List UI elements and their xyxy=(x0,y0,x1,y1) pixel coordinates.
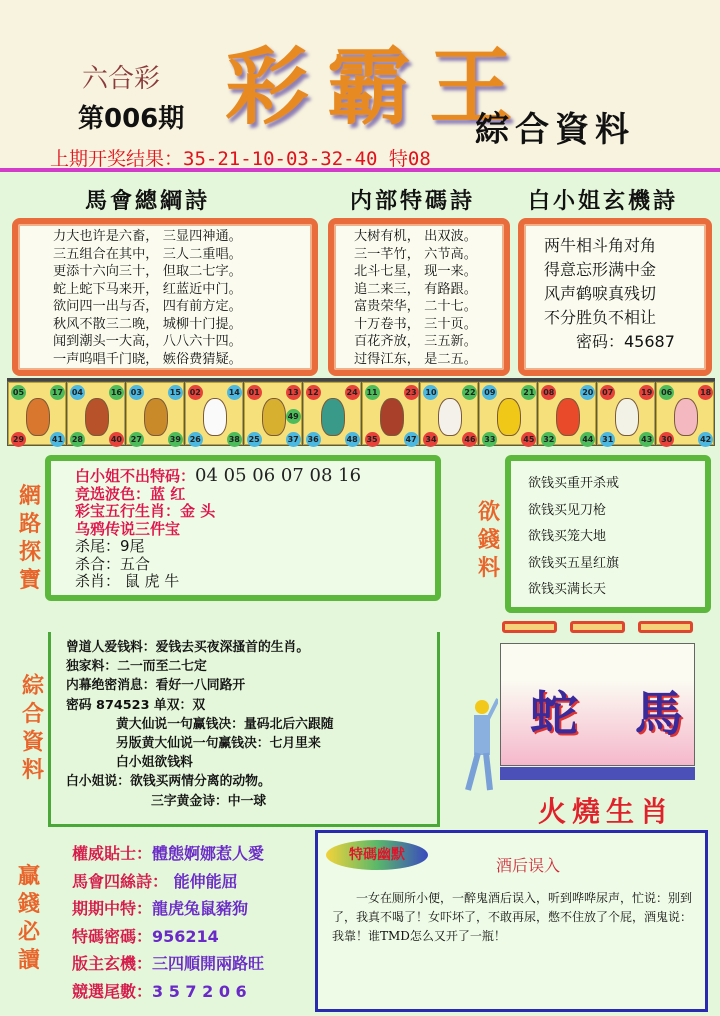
combo-line: 另版黄大仙说一句赢钱决：七月里来 xyxy=(116,736,321,752)
number-ball: 11 xyxy=(365,385,380,400)
number-ball: 44 xyxy=(580,432,595,447)
side-label: 欲錢料 xyxy=(477,499,500,581)
lamp-icon xyxy=(638,621,693,633)
logo-title: 彩霸王 xyxy=(225,37,532,136)
poem-line: 不分胜负不相让 xyxy=(544,308,657,327)
row-label: 權威貼士： xyxy=(72,844,153,863)
poem-line: 过得江东， 是二五。 xyxy=(354,351,477,367)
poem-line: 大树有机， 出双波。 xyxy=(354,229,477,244)
number-ball: 18 xyxy=(698,385,713,400)
label: 竞选波色： xyxy=(75,484,151,503)
number-ball: 14 xyxy=(227,385,242,400)
number-ball: 30 xyxy=(659,432,674,447)
poem-box-horse-club xyxy=(12,218,318,376)
side-label: 網路探寶 xyxy=(18,483,41,593)
must-read-row xyxy=(72,978,264,1006)
number-ball: 01 xyxy=(247,385,262,400)
humor-badge: 特碼幽默 xyxy=(326,840,428,870)
poem-line: 蛇上蛇下马来开， 红蓝近中门。 xyxy=(53,281,242,297)
combo-line: 内幕绝密消息：看好一八同路开 xyxy=(66,678,246,694)
number-ball: 08 xyxy=(541,385,556,400)
poem-box-miss-bai xyxy=(518,218,712,376)
number-ball: 35 xyxy=(365,432,380,447)
number-ball: 24 xyxy=(345,385,360,400)
goat-icon xyxy=(438,398,462,436)
side-label: 綜合資料 xyxy=(21,673,44,783)
must-read-row xyxy=(72,840,264,868)
dog-icon xyxy=(615,398,639,436)
money-item: 欲钱买笼大地 xyxy=(528,529,607,544)
label: 彩宝五行生肖： xyxy=(75,502,181,520)
number-ball: 22 xyxy=(462,385,477,400)
combo-line: 三字黄金诗：中一球 xyxy=(151,793,267,809)
money-box xyxy=(505,455,711,613)
number-ball: 07 xyxy=(600,385,615,400)
number-ball: 48 xyxy=(345,432,360,447)
number-ball: 33 xyxy=(482,432,497,447)
row-value: 能伸能屈 xyxy=(168,871,238,891)
kill-combo: 杀合：五合 xyxy=(75,554,151,573)
monkey-icon xyxy=(497,398,521,436)
poem-line: 富贵荣华， 二十七。 xyxy=(354,299,477,314)
zodiac-card xyxy=(185,382,243,445)
number-ball: 23 xyxy=(404,385,419,400)
poem-line: 欲问四一出与否， 四有前方定。 xyxy=(53,299,242,314)
tiger-icon xyxy=(144,398,168,436)
row-label: 期期中特： xyxy=(72,899,153,918)
number-ball: 40 xyxy=(109,432,124,447)
zodiac-card xyxy=(244,382,302,445)
value: 金 头 xyxy=(180,502,216,520)
humor-title: 酒后误入 xyxy=(496,856,561,875)
zodiac-card xyxy=(656,382,714,445)
poem-line: 北斗七星， 现一来。 xyxy=(354,264,477,279)
row-value: 3 5 7 2 0 6 xyxy=(152,981,247,1001)
zodiac-card xyxy=(597,382,655,445)
number-ball: 04 xyxy=(70,385,85,400)
row-value: 龍虎兔鼠豬狗 xyxy=(152,899,249,918)
must-read-row xyxy=(72,868,264,896)
poem-title: 内部特碼詩 xyxy=(350,188,476,214)
must-read-row xyxy=(72,923,264,951)
poem-line: 两牛相斗角对角 xyxy=(544,236,657,255)
row-label: 特碼密碼： xyxy=(72,926,153,946)
poem-line: 三一芊竹， 六节高。 xyxy=(354,246,477,262)
horse-icon xyxy=(380,398,404,436)
row-value: 956214 xyxy=(152,926,219,946)
row-label: 版主玄機： xyxy=(72,954,153,973)
combo-box xyxy=(48,632,440,827)
number-ball: 47 xyxy=(404,432,419,447)
poem-line: 密码：45687 xyxy=(544,332,675,351)
money-item: 欲钱买五星红旗 xyxy=(528,555,620,571)
number-ball: 15 xyxy=(168,385,183,400)
number-ball: 42 xyxy=(698,432,713,447)
combo-line: 白小姐说：欲钱买两情分离的动物。 xyxy=(66,774,271,790)
row-label: 競選尾數： xyxy=(72,981,153,1001)
ox-icon xyxy=(85,398,109,436)
zodiac-card xyxy=(538,382,596,445)
number-ball: 39 xyxy=(168,432,183,447)
number-ball: 16 xyxy=(109,385,124,400)
number-ball: 28 xyxy=(70,432,85,447)
side-label: 贏錢必讀 xyxy=(17,863,40,973)
must-read-list xyxy=(72,840,264,1005)
value: 蓝 红 xyxy=(150,484,186,503)
number-ball: 02 xyxy=(188,385,203,400)
combo-line: 黄大仙说一句赢钱决：量码北后六跟随 xyxy=(116,716,334,732)
crow-line: 乌鸦传说三件宝 xyxy=(75,519,181,538)
number-ball: 12 xyxy=(306,385,321,400)
zodiac-card xyxy=(67,382,125,445)
humor-body: 一女在厕所小便，一醉鬼酒后误入，听到哗哗尿声，忙说：别到了，我真不喝了！女吓坏了，不敢再尿，憋不住放了个屁，酒鬼说：我靠！谁TMD怎么又开了一瓶！ xyxy=(332,891,693,943)
zodiac-card xyxy=(126,382,184,445)
poem-line: 秋风不散三二晚， 城柳十门提。 xyxy=(53,316,242,332)
brand-name: 六合彩 xyxy=(82,64,161,94)
zodiac-card xyxy=(362,382,420,445)
number-ball: 03 xyxy=(129,385,144,400)
rooster-icon xyxy=(556,398,580,436)
number-ball: 36 xyxy=(306,432,321,447)
number-ball: 13 xyxy=(286,385,301,400)
lamp-icon xyxy=(502,621,557,633)
zodiac-card xyxy=(8,382,66,445)
number-ball: 49 xyxy=(286,409,301,424)
money-item: 欲钱买重开杀戒 xyxy=(528,476,620,491)
number-ball: 45 xyxy=(521,432,536,447)
number-ball: 10 xyxy=(423,385,438,400)
billboard-caption: 火燒生肖 xyxy=(538,795,675,828)
must-read-row xyxy=(72,895,264,923)
combo-line: 白小姐欲钱料 xyxy=(116,755,193,771)
zodiac-card xyxy=(303,382,361,445)
row-value: 體態婀娜惹人愛 xyxy=(152,844,265,863)
number-ball: 05 xyxy=(11,385,26,400)
number-ball: 06 xyxy=(659,385,674,400)
last-result: 上期开奖结果：35-21-10-03-32-40 特08 xyxy=(50,148,431,170)
poem-title: 白小姐玄機詩 xyxy=(528,188,679,214)
billboard-base xyxy=(500,767,695,780)
number-ball: 19 xyxy=(639,385,654,400)
humor-box xyxy=(315,830,708,1012)
kill-zodiac: 杀肖： 鼠 虎 牛 xyxy=(75,572,180,590)
combo-line: 独家料：二一而至二七定 xyxy=(66,659,207,675)
number-ball: 34 xyxy=(423,432,438,447)
poem-title: 馬會總綱詩 xyxy=(85,188,211,214)
rat-icon xyxy=(26,398,50,436)
number-ball: 32 xyxy=(541,432,556,447)
row-value: 三四順開兩路旺 xyxy=(152,954,265,973)
painter-icon xyxy=(458,695,498,795)
money-item: 欲钱买满长天 xyxy=(528,582,607,597)
poem-line: 风声鹤唳真残切 xyxy=(544,284,657,303)
poem-line: 十万卷书， 三十页。 xyxy=(354,316,477,332)
number-ball: 25 xyxy=(247,432,262,447)
snake-icon xyxy=(321,398,345,436)
number-ball: 21 xyxy=(521,385,536,400)
billboard-text: 蛇 馬 xyxy=(530,686,703,742)
number-ball: 31 xyxy=(600,432,615,447)
issue-number: 第006期 xyxy=(78,104,185,134)
poem-line: 一声呜唱千门晓， 嫉俗费猜疑。 xyxy=(53,351,242,367)
zodiac-strip xyxy=(7,378,715,446)
number-ball: 38 xyxy=(227,432,242,447)
number-ball: 20 xyxy=(580,385,595,400)
poem-line: 得意忘形满中金 xyxy=(544,260,657,279)
row-label: 馬會四絲詩： xyxy=(72,871,169,891)
number-ball: 09 xyxy=(482,385,497,400)
poem-line: 追二来三， 有路跟。 xyxy=(354,281,477,297)
label: 白小姐不出特码： xyxy=(75,467,196,485)
poem-line: 力大也许是六畜， 三显四神通。 xyxy=(53,229,242,244)
poem-box-internal xyxy=(328,218,510,376)
dragon-icon xyxy=(262,398,286,436)
money-item: 欲钱买见刀枪 xyxy=(528,502,607,518)
lamp-icon xyxy=(570,621,625,633)
poem-line: 闻到潮头一大高， 八八六十四。 xyxy=(53,334,242,349)
number-ball: 17 xyxy=(50,385,65,400)
number-ball: 26 xyxy=(188,432,203,447)
zodiac-card xyxy=(479,382,537,445)
pig-icon xyxy=(674,398,698,436)
must-read-row xyxy=(72,950,264,978)
treasure-box xyxy=(45,455,441,601)
number-ball: 41 xyxy=(50,432,65,447)
subtitle: 綜合資料 xyxy=(475,110,635,150)
value: 04 05 06 07 08 16 xyxy=(195,465,362,486)
number-ball: 43 xyxy=(639,432,654,447)
kill-tail: 杀尾：9尾 xyxy=(75,537,145,555)
poem-line: 更添十六向三十， 但取二七字。 xyxy=(53,264,242,279)
number-ball: 29 xyxy=(11,432,26,447)
number-ball: 37 xyxy=(286,432,301,447)
number-ball: 27 xyxy=(129,432,144,447)
zodiac-card xyxy=(420,382,478,445)
rabbit-icon xyxy=(203,398,227,436)
poem-line: 百花齐放， 三五新。 xyxy=(354,334,477,349)
poem-line: 三五组合在其中， 三人二重唱。 xyxy=(53,246,242,262)
combo-line: 曾道人爱钱料：爱钱去买夜深搔首的生肖。 xyxy=(66,640,310,655)
combo-line: 密码 874523 单双：双 xyxy=(66,697,206,713)
number-ball: 46 xyxy=(462,432,477,447)
